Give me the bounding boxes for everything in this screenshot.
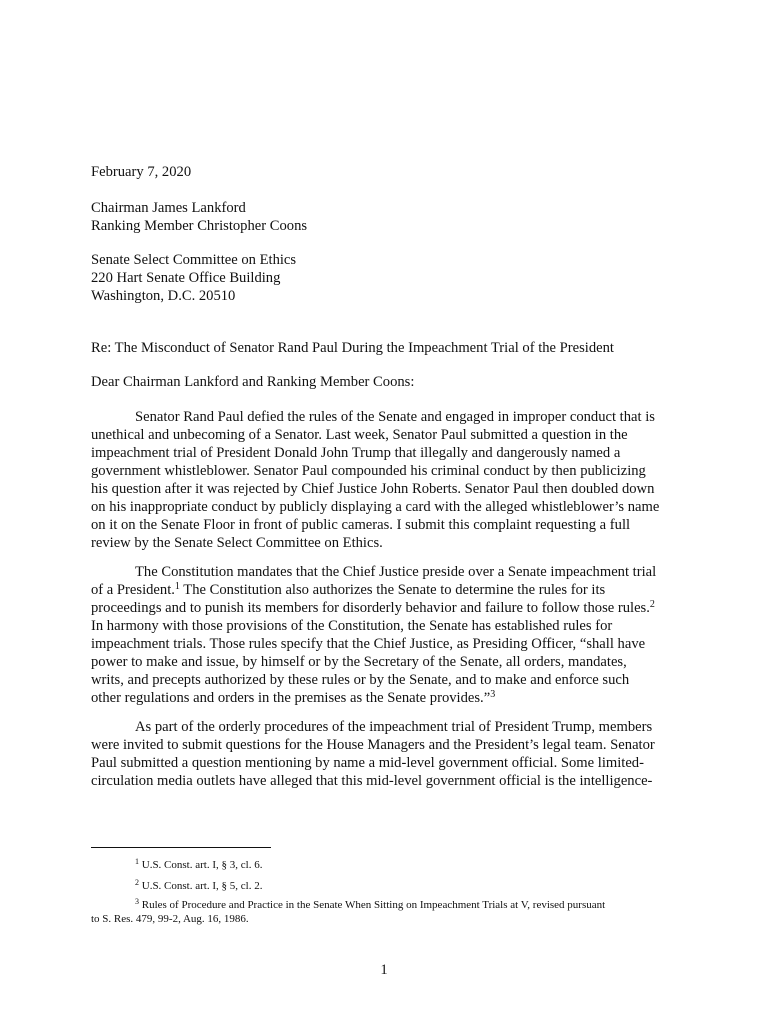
- text-line: As part of the orderly procedures of the impeachment trial of President Trump, members: [135, 719, 653, 735]
- text-line: unethical and unbecoming of a Senator. Last week, Senator Paul submitted a question in the: [91, 427, 628, 443]
- text-line: on his inappropriate conduct by publicly displaying a card with the alleged whistleblower’s name: [91, 499, 660, 515]
- letter-date: February 7, 2020: [91, 164, 192, 180]
- footnote-text: Rules of Procedure and Practice in the Senate When Sitting on Impeachment Trials at V, revised pursuant: [141, 899, 606, 911]
- recipient-line: Chairman James Lankford: [91, 200, 246, 216]
- paragraph-1: [91, 408, 691, 552]
- address-line: Washington, D.C. 20510: [91, 288, 236, 304]
- text-line: The Constitution mandates that the Chief Justice preside over a Senate impeachment trial: [135, 564, 657, 580]
- text-line: impeachment trials. Those rules specify that the Chief Justice, as Presiding Officer, “shall have: [91, 636, 646, 652]
- text-line: review by the Senate Select Committee on Ethics.: [91, 535, 383, 551]
- address-line: Senate Select Committee on Ethics: [91, 252, 297, 268]
- text-line: Senator Rand Paul defied the rules of the Senate and engaged in improper conduct that is: [135, 409, 655, 425]
- text-line: proceedings and to punish its members for disorderly behavior and failure to follow those rules.$^2$: [91, 599, 655, 616]
- text-line: government whistleblower. Senator Paul compounded his criminal conduct by then publicizing: [91, 463, 646, 479]
- text-line: power to make and issue, by himself or by the Secretary of the Senate, all orders, mandates,: [91, 654, 627, 670]
- footnote-number: 3: [135, 897, 139, 906]
- footnote-ref: 2: [649, 599, 655, 610]
- recipient-line: Ranking Member Christopher Coons: [91, 218, 308, 234]
- page-number: 1: [380, 962, 388, 978]
- footnote-text: U.S. Const. art. I, § 3, cl. 6.: [141, 859, 263, 871]
- paragraph-3: [91, 718, 691, 790]
- recipient-block: [91, 199, 691, 235]
- text-line: circulation media outlets have alleged that this mid-level government official is the intelligence-: [91, 773, 653, 789]
- footnote-ref: 3: [490, 689, 496, 700]
- footnote-number: 2: [135, 878, 139, 887]
- footnote-text: U.S. Const. art. I, § 5, cl. 2.: [141, 880, 263, 892]
- footnote-3: [91, 898, 731, 926]
- text-line: writs, and precepts authorized by these rules or by the Senate, and to make and enforce such: [91, 672, 630, 688]
- text-line: other regulations and orders in the premises as the Senate provides.”$^3$: [91, 689, 496, 706]
- text-line: impeachment trial of President Donald John Trump that illegally and dangerously named a: [91, 445, 621, 461]
- footnote-1: [91, 858, 731, 872]
- text-line: Paul submitted a question mentioning by name a mid-level government official. Some limited-: [91, 755, 644, 771]
- subject-line: Re: The Misconduct of Senator Rand Paul During the Impeachment Trial of the President: [91, 340, 614, 356]
- footnote-number: 1: [135, 857, 139, 866]
- text-line: of a President.$^1$ The Constitution also authorizes the Senate to determine the rules for its: [91, 581, 606, 598]
- text-line: his question after it was rejected by Chief Justice John Roberts. Senator Paul then doubled down: [91, 481, 655, 497]
- salutation: Dear Chairman Lankford and Ranking Member Coons:: [91, 374, 415, 390]
- address-block: [91, 251, 691, 305]
- footnote-2: [91, 879, 731, 893]
- text-line: were invited to submit questions for the House Managers and the President’s legal team. Senator: [91, 737, 655, 753]
- address-line: 220 Hart Senate Office Building: [91, 270, 281, 286]
- paragraph-2: [91, 563, 691, 707]
- footnote-text: to S. Res. 479, 99-2, Aug. 16, 1986.: [91, 913, 249, 925]
- footnote-divider: [91, 847, 271, 848]
- text-line: In harmony with those provisions of the Constitution, the Senate has established rules for: [91, 618, 613, 634]
- footnote-ref: 1: [174, 581, 180, 592]
- text-line: on it on the Senate Floor in front of public cameras. I submit this complaint requesting a full: [91, 517, 631, 533]
